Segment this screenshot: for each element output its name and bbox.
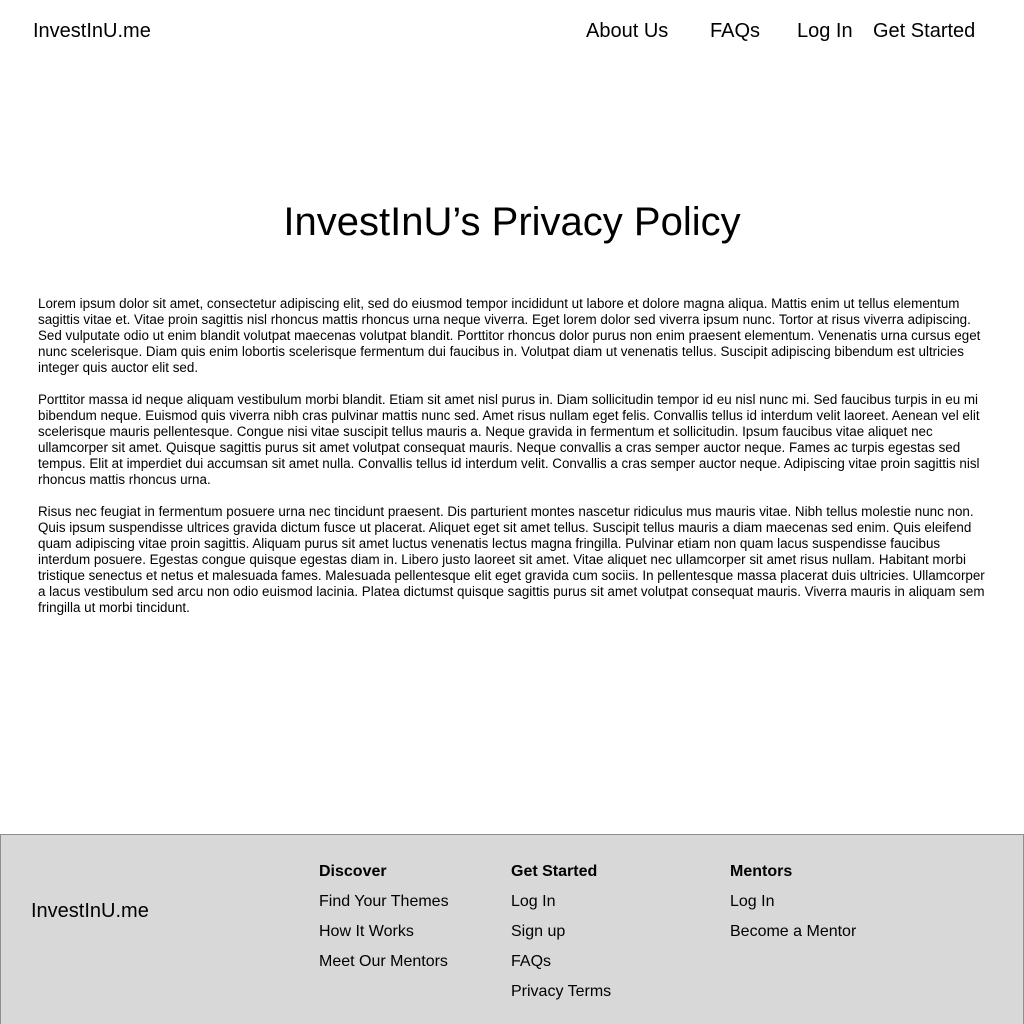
footer-heading-get-started: Get Started <box>511 863 598 880</box>
policy-body <box>38 296 986 632</box>
footer-brand-logo[interactable]: InvestInU.me <box>31 900 149 922</box>
policy-paragraph: Porttitor massa id neque aliquam vestibulum morbi blandit. Etiam sit amet nisl purus in. Diam sollicitudin tempor id eu nisl nunc mi. Sed faucibus turpis in eu mi bibendum neque. Euismod quis viverra nibh cras pulvinar mattis nunc sed. Amet risus nullam eget felis. Convallis tellus id interdum velit laoreet. Aenean vel elit scelerisque mauris pellentesque. Congue nisi vitae suscipit tellus mauris a. Neque gravida in fermentum et sollicitudin. Ipsum faucibus vitae aliquet nec ullamcorper sit amet. Quisque sagittis purus sit amet volutpat consequat mauris. Neque convallis a cras semper auctor neque. Fames ac turpis egestas sed tempus. Elit at imperdiet dui accumsan sit amet nulla. Convallis tellus id interdum velit. Convallis a cras semper auctor neque. Adipiscing vitae proin sagittis nisl rhoncus mattis rhoncus urna. <box>38 392 980 487</box>
footer-column-discover <box>319 861 449 981</box>
footer-link-log-in[interactable]: Log In <box>511 893 556 910</box>
footer-link-find-your-themes[interactable]: Find Your Themes <box>319 893 449 910</box>
nav-get-started[interactable]: Get Started <box>873 20 976 42</box>
footer-link-meet-our-mentors[interactable]: Meet Our Mentors <box>319 953 448 970</box>
footer-heading-discover: Discover <box>319 863 387 880</box>
brand-logo[interactable]: InvestInU.me <box>33 20 151 42</box>
footer-link-mentor-log-in[interactable]: Log In <box>730 893 775 910</box>
nav-log-in[interactable]: Log In <box>797 20 853 42</box>
footer-link-privacy-terms[interactable]: Privacy Terms <box>511 983 612 1000</box>
footer-link-how-it-works[interactable]: How It Works <box>319 923 414 940</box>
policy-paragraph: Lorem ipsum dolor sit amet, consectetur adipiscing elit, sed do eiusmod tempor incididunt ut labore et dolore magna aliqua. Mattis enim ut tellus elementum sagittis vitae et. Vitae proin sagittis nisl rhoncus mattis rhoncus urna neque viverra. Eget lorem dolor sed viverra ipsum nunc. Tortor at risus viverra adipiscing. Sed vulputate odio ut enim blandit volutpat maecenas volutpat blandit. Porttitor rhoncus dolor purus non enim praesent elementum. Venenatis urna cursus eget nunc scelerisque. Diam quis enim lobortis scelerisque fermentum dui faucibus in. Volutpat diam ut venenatis tellus. Suscipit adipiscing bibendum est ultricies integer quis auctor elit sed. <box>38 296 981 375</box>
site-header <box>0 0 1024 64</box>
page-title: InvestInU’s Privacy Policy <box>283 200 741 244</box>
footer-column-mentors <box>730 861 856 951</box>
policy-paragraph: Risus nec feugiat in fermentum posuere urna nec tincidunt praesent. Dis parturient montes nascetur ridiculus mus mauris vitae. Nibh tellus molestie nunc non. Quis ipsum suspendisse ultrices gravida dictum fusce ut placerat. Aliquet eget sit amet tellus. Suscipit tellus mauris a diam maecenas sed enim. Quis eleifend quam adipiscing vitae proin sagittis. Aliquam purus sit amet luctus venenatis lectus magna fringilla. Pulvinar etiam non quam lacus suspendisse faucibus interdum posuere. Egestas congue quisque egestas diam in. Libero justo laoreet sit amet. Vitae aliquet nec ullamcorper sit amet risus nullam. Habitant morbi tristique senectus et netus et malesuada fames. Malesuada pellentesque elit eget gravida cum sociis. In pellentesque massa placerat duis ultricies. Ullamcorper a lacus vestibulum sed arcu non odio euismod lacinia. Platea dictumst quisque sagittis purus sit amet volutpat consequat mauris. Viverra mauris in aliquam sem fringilla ut morbi tincidunt. <box>38 504 985 615</box>
nav-faqs[interactable]: FAQs <box>710 20 761 42</box>
nav-about-us[interactable]: About Us <box>586 20 669 42</box>
footer-heading-mentors: Mentors <box>730 863 793 880</box>
footer-column-get-started <box>511 861 611 1011</box>
site-footer <box>0 834 1024 1024</box>
footer-link-sign-up[interactable]: Sign up <box>511 923 566 940</box>
footer-link-faqs[interactable]: FAQs <box>511 953 552 970</box>
footer-link-become-a-mentor[interactable]: Become a Mentor <box>730 923 857 940</box>
